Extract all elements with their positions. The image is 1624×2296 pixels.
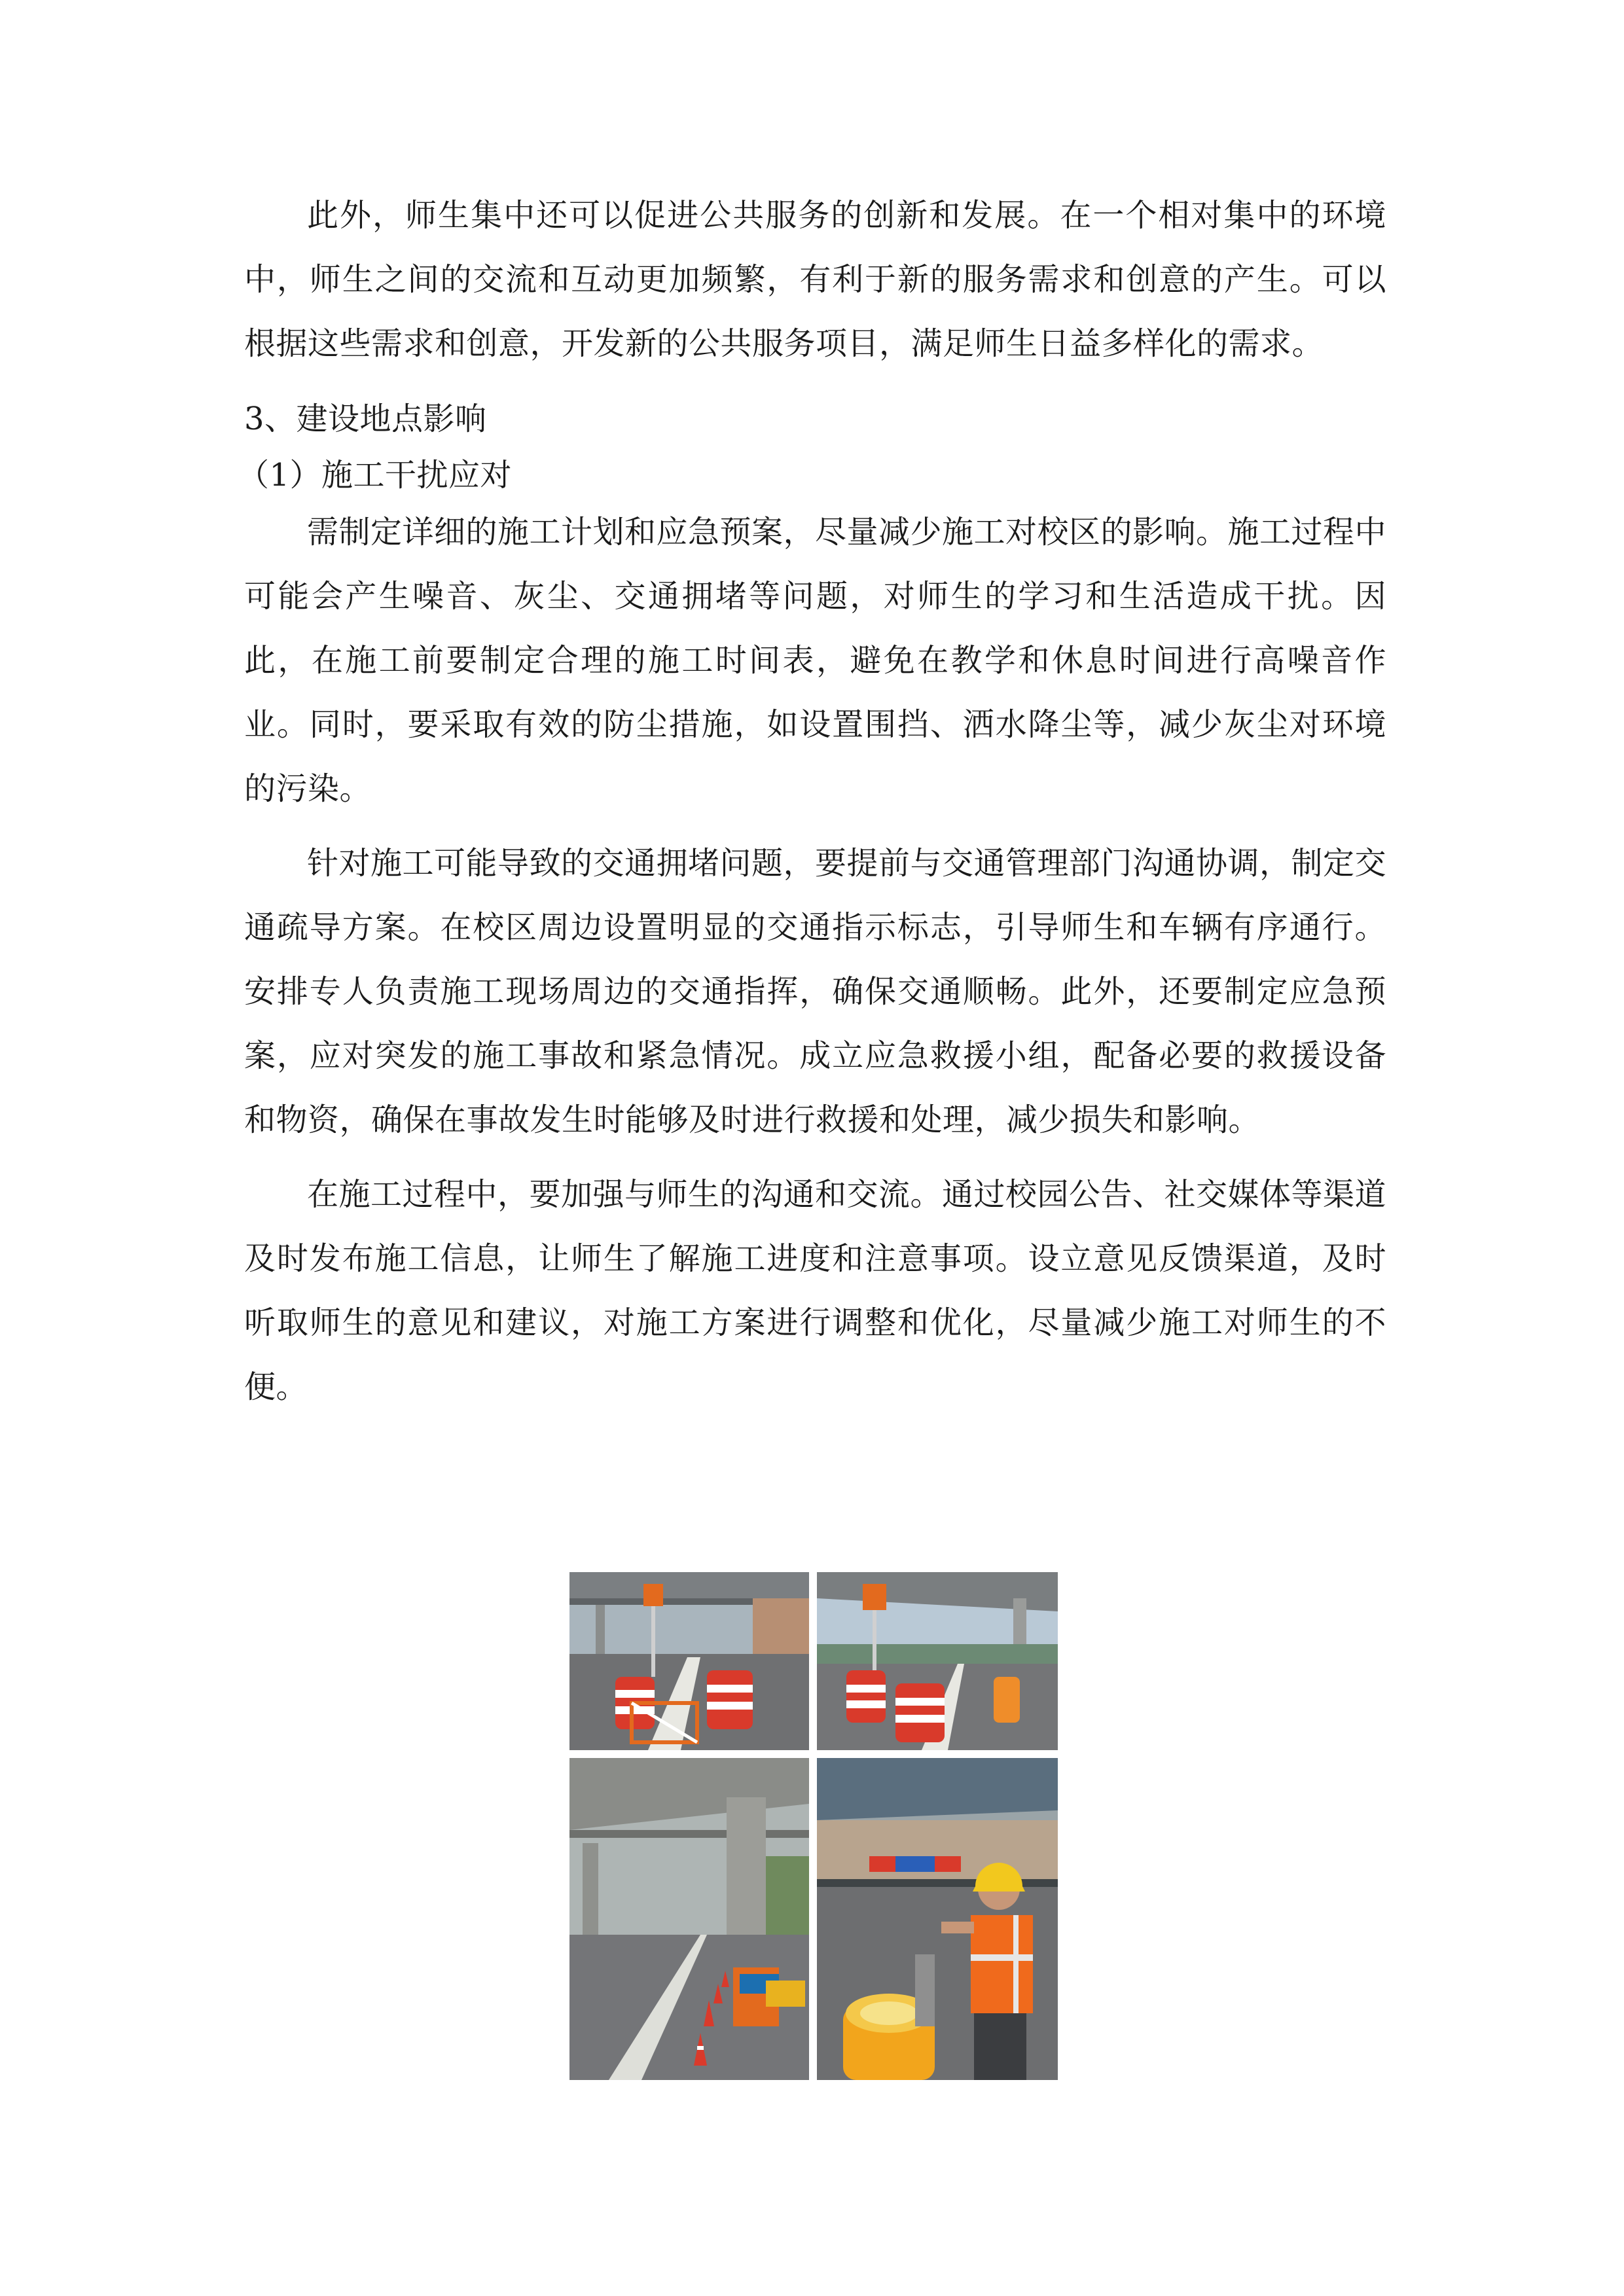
document-body <box>238 183 1387 1419</box>
paragraph-public-service-innovation: 此外，师生集中还可以促进公共服务的创新和发展。在一个相对集中的环境中，师生之间的交流和互动更加频繁，有利于新的服务需求和创意的产生。可以根据这些需求和创意，开发新的公共服务项目，满足师生日益多样化的需求。 <box>244 197 1386 362</box>
photo-overpass-drums <box>817 1572 1058 1750</box>
section-heading: 3、建设地点影响 <box>244 401 487 437</box>
construction-photo-collage <box>569 1564 1058 2083</box>
paragraph-traffic-management: 针对施工可能导致的交通拥堵问题，要提前与交通管理部门沟通协调，制定交通疏导方案。在校区周边设置明显的交通指示标志，引导师生和车辆有序通行。安排专人负责施工现场周边的交通指挥，确保交通顺畅。此外，还要制定应急预案，应对突发的施工事故和紧急情况。成立应急救援小组，配备必要的救援设备和物资，确保在事故发生时能够及时进行救援和处理，减少损失和影响。 <box>244 845 1387 1138</box>
photo-barrier-drums-road <box>569 1572 809 1750</box>
subsection-heading: （1）施工干扰应对 <box>238 457 513 493</box>
photo-traffic-cones-road <box>569 1758 809 2080</box>
paragraph-communication: 在施工过程中，要加强与师生的沟通和交流。通过校园公告、社交媒体等渠道及时发布施工信息，让师生了解施工进度和注意事项。设立意见反馈渠道，及时听取师生的意见和建议，对施工方案进行调整和优化，尽量减少施工对师生的不便。 <box>244 1176 1387 1405</box>
photo-construction-worker <box>817 1758 1058 2080</box>
paragraph-construction-plan: 需制定详细的施工计划和应急预案，尽量减少施工对校区的影响。施工过程中可能会产生噪音、灰尘、交通拥堵等问题，对师生的学习和生活造成干扰。因此，在施工前要制定合理的施工时间表，避免在教学和休息时间进行高噪音作业。同时，要采取有效的防尘措施，如设置围挡、洒水降尘等，减少灰尘对环境的污染。 <box>244 514 1387 807</box>
